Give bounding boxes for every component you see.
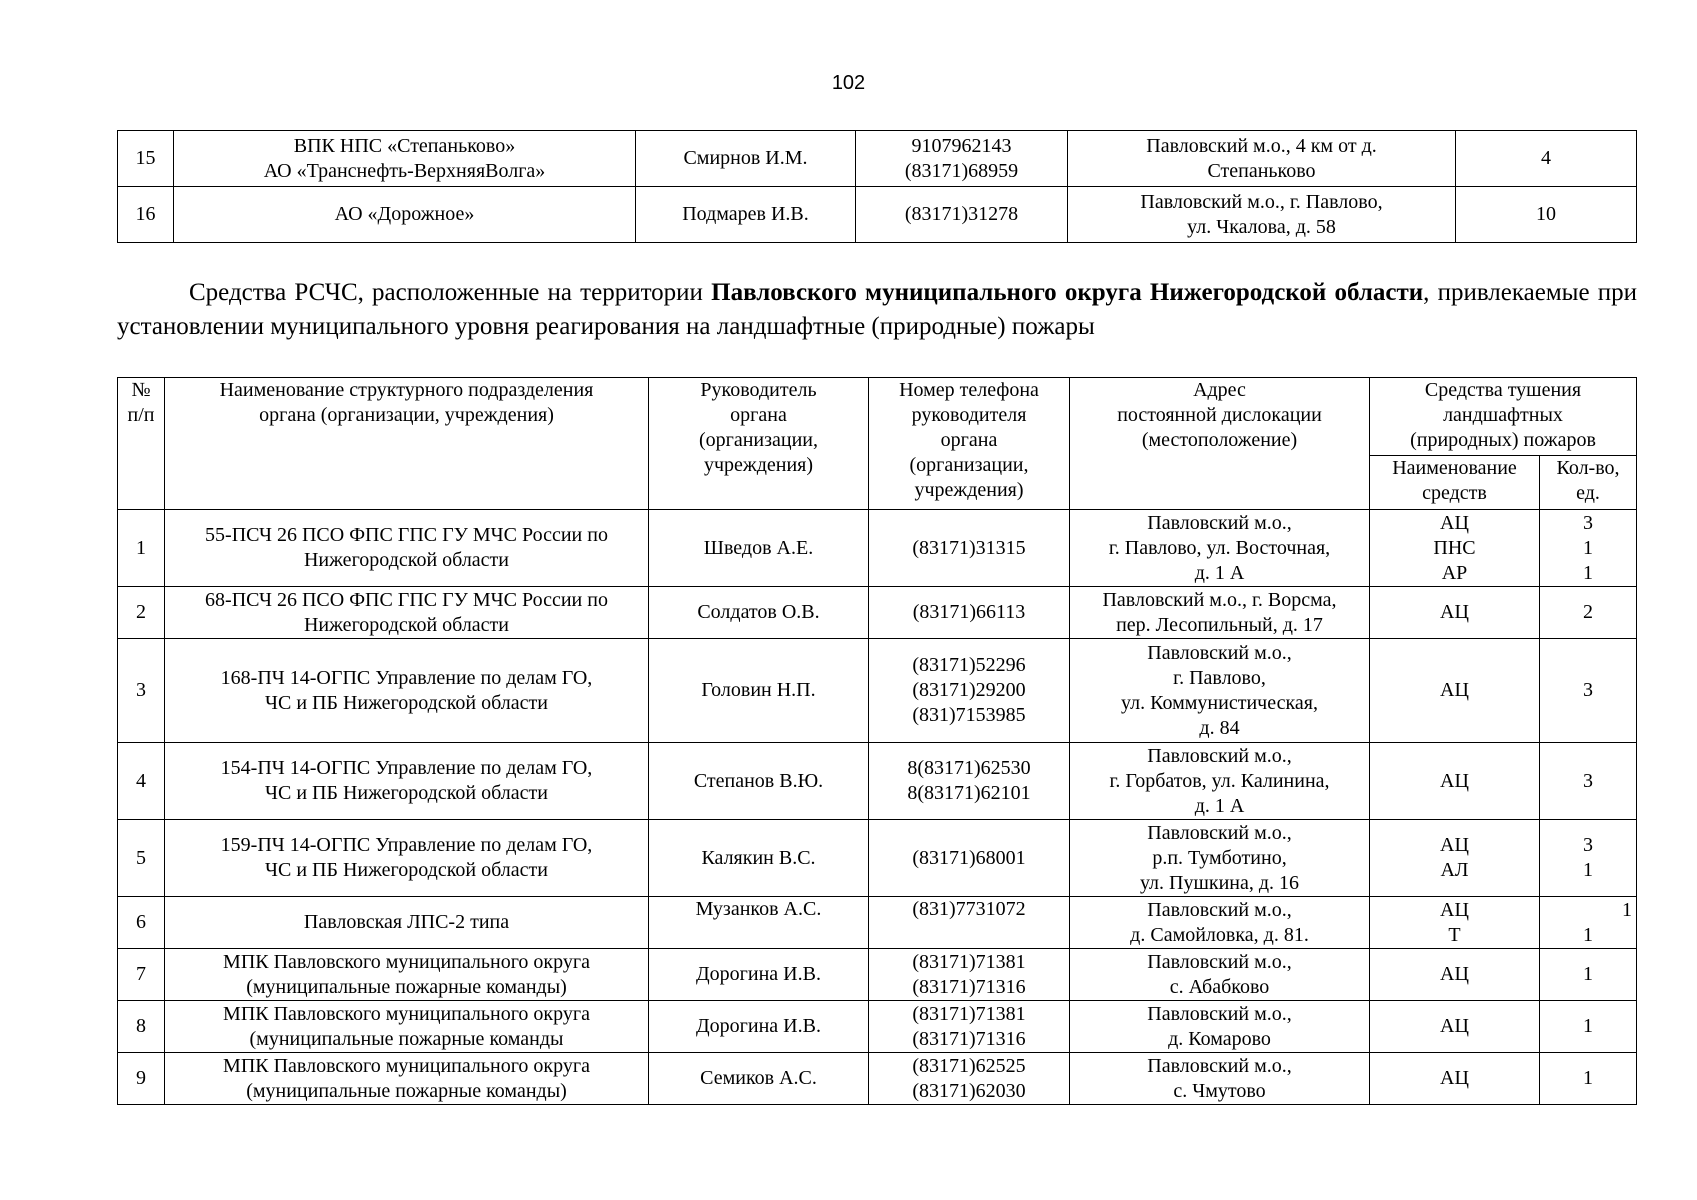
head-name: Шведов А.Е. xyxy=(649,510,869,587)
address: Павловский м.о., г. Павлово, ул. Коммунистическая, д. 84 xyxy=(1070,639,1370,743)
means-name: АЦ xyxy=(1370,743,1540,820)
table-body xyxy=(118,510,1637,1105)
phone-number: (831)7731072 xyxy=(869,897,1070,949)
means-name: АЦ ПНС АР xyxy=(1370,510,1540,587)
resources-table xyxy=(117,377,1637,1105)
address: Павловский м.о., р.п. Тумботино, ул. Пушкина, д. 16 xyxy=(1070,820,1370,897)
head-name: Дорогина И.В. xyxy=(649,949,869,1001)
unit-name: 154-ПЧ 14-ОГПС Управление по делам ГО, ЧС и ПБ Нижегородской области xyxy=(165,743,649,820)
header-means-name: Наименование средств xyxy=(1370,456,1540,510)
head-name: Калякин В.С. xyxy=(649,820,869,897)
row-number: 4 xyxy=(118,743,165,820)
table-row xyxy=(118,131,1637,187)
row-number: 3 xyxy=(118,639,165,743)
means-quantity: 1 xyxy=(1540,949,1637,1001)
table-row xyxy=(118,1001,1637,1053)
phone-number: (83171)31315 xyxy=(869,510,1070,587)
phone-number: (83171)52296 (83171)29200 (831)7153985 xyxy=(869,639,1070,743)
table-row xyxy=(118,743,1637,820)
address: Павловский м.о., г. Ворсма, пер. Лесопильный, д. 17 xyxy=(1070,587,1370,639)
phone-number: (83171)66113 xyxy=(869,587,1070,639)
means-name: АЦ АЛ xyxy=(1370,820,1540,897)
head-name: Степанов В.Ю. xyxy=(649,743,869,820)
header-name: Наименование структурного подразделения органа (организации, учреждения) xyxy=(165,378,649,510)
table-header xyxy=(118,378,1637,510)
section-rest: , привлекаемые при установлении муниципального уровня реагирования на ландшафтные (природные) пожары xyxy=(117,279,1637,340)
table-row xyxy=(118,820,1637,897)
means-quantity: 1 xyxy=(1540,1001,1637,1053)
row-number: 9 xyxy=(118,1053,165,1105)
unit-name: МПК Павловского муниципального округа (муниципальные пожарные команды) xyxy=(165,1053,649,1105)
unit-name: 159-ПЧ 14-ОГПС Управление по делам ГО, ЧС и ПБ Нижегородской области xyxy=(165,820,649,897)
header-phone: Номер телефона руководителя органа (организации, учреждения) xyxy=(869,378,1070,510)
means-quantity: 1 1 xyxy=(1540,897,1637,949)
continuation-table-body xyxy=(118,131,1637,243)
phone-number: 9107962143 (83171)68959 xyxy=(856,131,1068,187)
page-number: 102 xyxy=(831,72,866,94)
address: Павловский м.о., г. Горбатов, ул. Калинина, д. 1 А xyxy=(1070,743,1370,820)
means-quantity: 3 1 xyxy=(1540,820,1637,897)
row-number: 8 xyxy=(118,1001,165,1053)
table-row xyxy=(118,587,1637,639)
phone-number: (83171)71381 (83171)71316 xyxy=(869,949,1070,1001)
section-bold: Павловского муниципального округа Нижегородской области xyxy=(711,279,1424,306)
phone-number: (83171)62525 (83171)62030 xyxy=(869,1053,1070,1105)
address: Павловский м.о., с. Чмутово xyxy=(1070,1053,1370,1105)
row-number: 7 xyxy=(118,949,165,1001)
unit-name: Павловская ЛПС-2 типа xyxy=(165,897,649,949)
organization-name: АО «Дорожное» xyxy=(174,187,636,243)
row-number: 15 xyxy=(118,131,174,187)
means-name: АЦ xyxy=(1370,1053,1540,1105)
head-name: Солдатов О.В. xyxy=(649,587,869,639)
continuation-table xyxy=(117,130,1637,243)
table-row xyxy=(118,187,1637,243)
table-row xyxy=(118,897,1637,949)
address: Павловский м.о., д. Комарово xyxy=(1070,1001,1370,1053)
section-intro: Средства РСЧС, расположенные на территории xyxy=(189,279,712,306)
head-name: Подмарев И.В. xyxy=(636,187,856,243)
means-name: АЦ xyxy=(1370,1001,1540,1053)
row-number: 5 xyxy=(118,820,165,897)
unit-name: МПК Павловского муниципального округа (муниципальные пожарные команды) xyxy=(165,949,649,1001)
head-name: Дорогина И.В. xyxy=(649,1001,869,1053)
means-name: АЦ xyxy=(1370,949,1540,1001)
row-number: 1 xyxy=(118,510,165,587)
unit-name: 68-ПСЧ 26 ПСО ФПС ГПС ГУ МЧС России по Нижегородской области xyxy=(165,587,649,639)
table-row xyxy=(118,510,1637,587)
quantity: 4 xyxy=(1456,131,1637,187)
address: Павловский м.о., г. Павлово, ул. Чкалова, д. 58 xyxy=(1068,187,1456,243)
header-means-qty: Кол-во, ед. xyxy=(1540,456,1637,510)
table-row xyxy=(118,639,1637,743)
unit-name: 55-ПСЧ 26 ПСО ФПС ГПС ГУ МЧС России по Нижегородской области xyxy=(165,510,649,587)
means-name: АЦ xyxy=(1370,587,1540,639)
quantity: 10 xyxy=(1456,187,1637,243)
phone-number: (83171)71381 (83171)71316 xyxy=(869,1001,1070,1053)
head-name: Головин Н.П. xyxy=(649,639,869,743)
organization-name: ВПК НПС «Степаньково» АО «Транснефть-ВерхняяВолга» xyxy=(174,131,636,187)
phone-number: (83171)68001 xyxy=(869,820,1070,897)
address: Павловский м.о., д. Самойловка, д. 81. xyxy=(1070,897,1370,949)
phone-number: 8(83171)62530 8(83171)62101 xyxy=(869,743,1070,820)
means-name: АЦ Т xyxy=(1370,897,1540,949)
means-quantity: 1 xyxy=(1540,1053,1637,1105)
head-name: Смирнов И.М. xyxy=(636,131,856,187)
row-number: 16 xyxy=(118,187,174,243)
unit-name: 168-ПЧ 14-ОГПС Управление по делам ГО, ЧС и ПБ Нижегородской области xyxy=(165,639,649,743)
row-number: 6 xyxy=(118,897,165,949)
row-number: 2 xyxy=(118,587,165,639)
section-heading xyxy=(117,276,1637,344)
means-quantity: 2 xyxy=(1540,587,1637,639)
header-head: Руководитель органа (организации, учреждения) xyxy=(649,378,869,510)
address: Павловский м.о., 4 км от д. Степаньково xyxy=(1068,131,1456,187)
table-row xyxy=(118,949,1637,1001)
means-quantity: 3 xyxy=(1540,743,1637,820)
header-address: Адрес постоянной дислокации (местоположение) xyxy=(1070,378,1370,510)
means-name: АЦ xyxy=(1370,639,1540,743)
header-number: № п/п xyxy=(118,378,165,510)
means-quantity: 3 1 1 xyxy=(1540,510,1637,587)
phone-number: (83171)31278 xyxy=(856,187,1068,243)
head-name: Семиков А.С. xyxy=(649,1053,869,1105)
means-quantity: 3 xyxy=(1540,639,1637,743)
header-means: Средства тушения ландшафтных (природных) пожаров xyxy=(1370,378,1637,456)
unit-name: МПК Павловского муниципального округа (муниципальные пожарные команды xyxy=(165,1001,649,1053)
table-row xyxy=(118,1053,1637,1105)
head-name: Музанков А.С. xyxy=(649,897,869,949)
address: Павловский м.о., г. Павлово, ул. Восточная, д. 1 А xyxy=(1070,510,1370,587)
address: Павловский м.о., с. Абабково xyxy=(1070,949,1370,1001)
